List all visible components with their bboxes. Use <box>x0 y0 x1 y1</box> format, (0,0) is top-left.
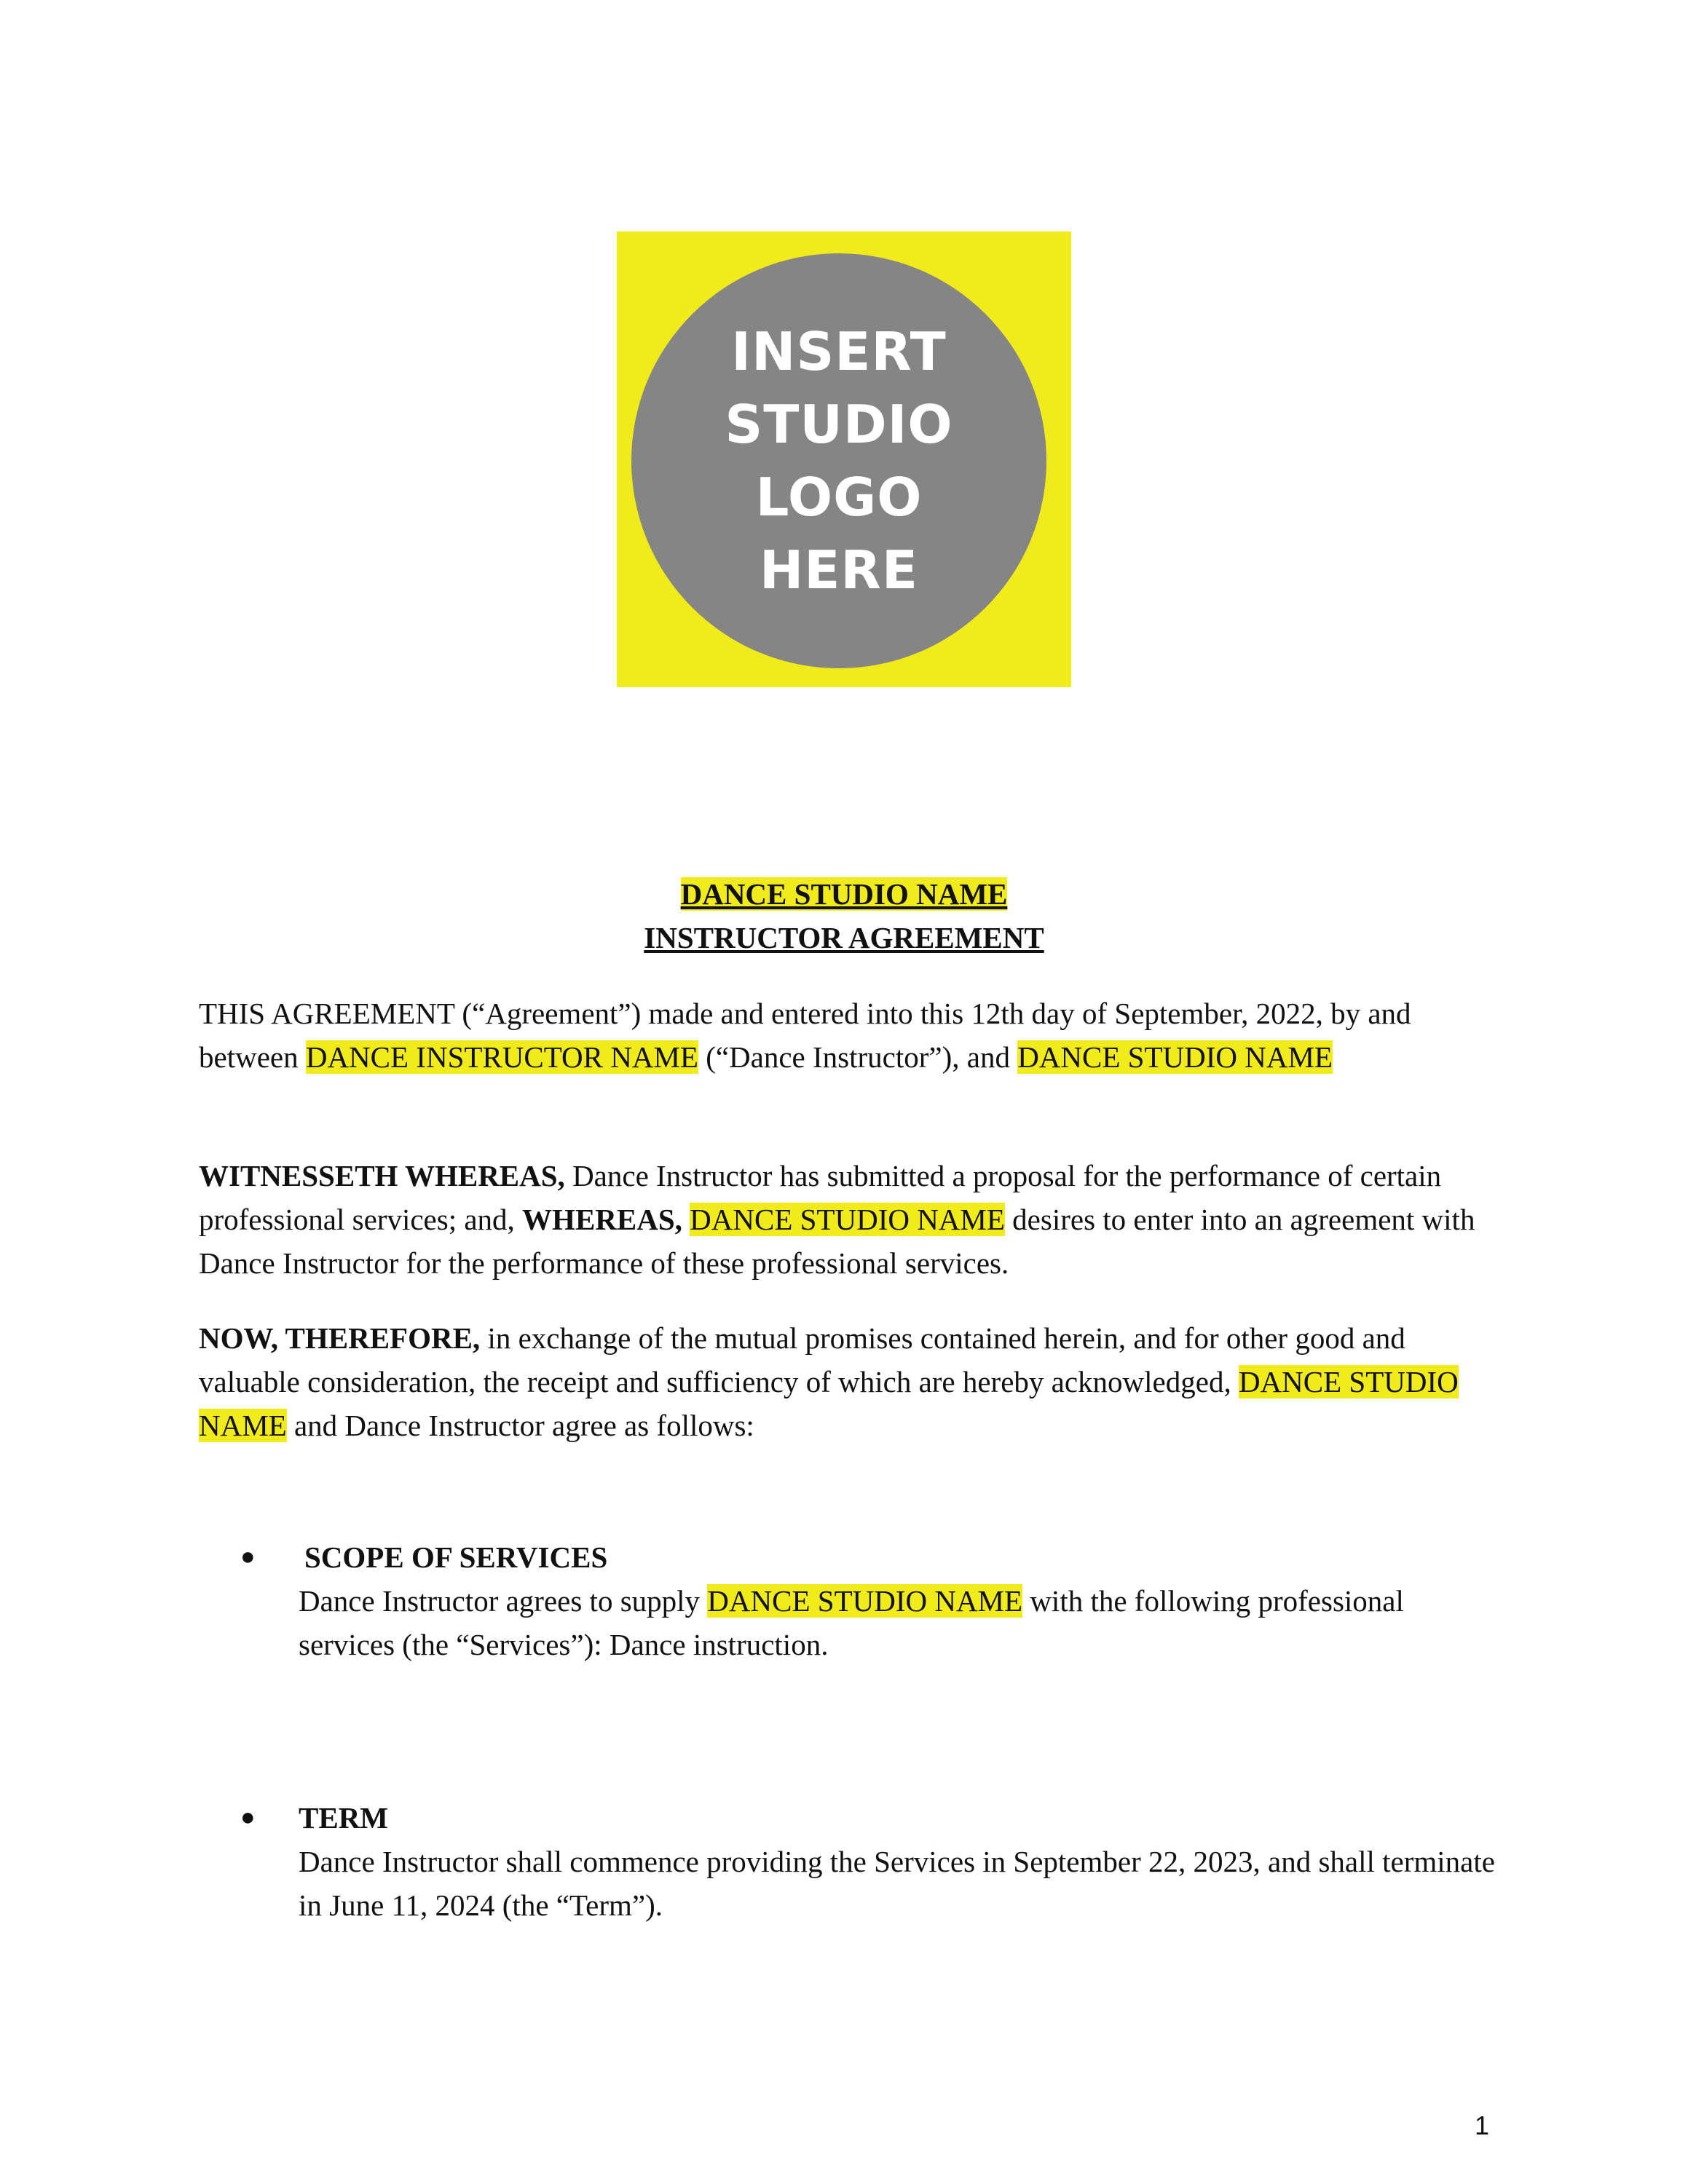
title-agreement: INSTRUCTOR AGREEMENT <box>644 921 1044 954</box>
therefore-paragraph <box>199 1316 1510 1447</box>
witnesseth-heading: WITNESSETH WHEREAS, <box>199 1159 565 1192</box>
studio-logo-placeholder <box>617 232 1071 687</box>
logo-text-line: LOGO <box>755 467 923 528</box>
term-text: Dance Instructor shall commence providing the Services in September 22, 2023, and shall terminate in June 11, 2024 (the “Term”). <box>299 1845 1495 1922</box>
intro-text: THIS AGREEMENT (“Agreement”) made and entered into this 12th day of September, 2022, by and between <box>199 997 1411 1074</box>
scope-of-services-section <box>299 1535 1507 1666</box>
scope-text: Dance Instructor agrees to supply <box>299 1584 708 1618</box>
witnesseth-text: desires to enter into an agreement with Dance Instructor for the performance of these professional services. <box>199 1203 1475 1280</box>
page-number: 1 <box>1475 2110 1490 2140</box>
intro-text: (“Dance Instructor”), and <box>698 1040 1018 1074</box>
logo-text-line: INSERT <box>731 321 947 382</box>
logo-text-line: HERE <box>759 539 919 601</box>
studio-name-placeholder: DANCE STUDIO NAME <box>707 1584 1023 1618</box>
studio-name-placeholder: DANCE STUDIO NAME <box>199 1365 1459 1442</box>
witnesseth-paragraph <box>199 1154 1510 1285</box>
therefore-text: in exchange of the mutual promises contained herein, and for other good and valuable consideration, the receipt and sufficiency of which are hereby acknowledged, <box>199 1321 1405 1398</box>
studio-name-placeholder: DANCE STUDIO NAME <box>1017 1040 1333 1074</box>
therefore-heading: NOW, THEREFORE, <box>199 1321 481 1355</box>
studio-name-placeholder: DANCE STUDIO NAME <box>690 1203 1005 1236</box>
title-line-1 <box>0 872 1688 916</box>
bullet-icon: ● <box>240 1804 256 1831</box>
logo-text-line: STUDIO <box>725 394 953 455</box>
section-title: SCOPE OF SERVICES <box>304 1540 608 1574</box>
instructor-name-placeholder: DANCE INSTRUCTOR NAME <box>305 1040 698 1074</box>
whereas-heading: WHEREAS, <box>522 1203 682 1236</box>
scope-text: with the following professional services (the “Services”): Dance instruction. <box>299 1584 1404 1661</box>
document-title <box>0 872 1688 960</box>
title-line-2 <box>0 916 1688 960</box>
witnesseth-text: Dance Instructor has submitted a proposal for the performance of certain professional services; and, <box>199 1159 1442 1236</box>
therefore-text: and Dance Instructor agree as follows: <box>286 1409 754 1442</box>
title-studio-name: DANCE STUDIO NAME <box>680 877 1008 911</box>
intro-paragraph <box>199 992 1510 1079</box>
term-section <box>299 1796 1507 1927</box>
bullet-icon: ● <box>240 1543 256 1570</box>
section-title: TERM <box>299 1801 388 1835</box>
logo-circle <box>631 253 1046 668</box>
